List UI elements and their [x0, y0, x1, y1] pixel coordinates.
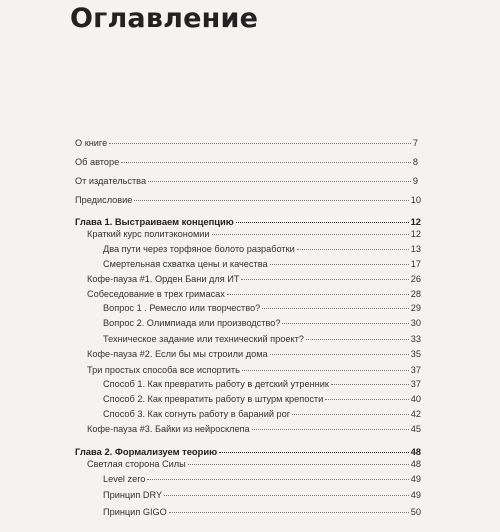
- dot-leader: [282, 323, 408, 324]
- dot-leader: [331, 384, 409, 385]
- dot-leader: [134, 200, 408, 201]
- toc-entry-label: Собеседование в трех гримасах: [87, 289, 225, 299]
- dot-leader: [262, 308, 409, 309]
- toc-page-number: 29: [410, 303, 421, 313]
- toc-page-number: 33: [410, 334, 421, 344]
- toc-page-number: 12: [410, 216, 421, 227]
- toc-entry: [87, 365, 421, 376]
- toc-entry: [87, 424, 421, 435]
- toc-page-number: 48: [410, 459, 421, 469]
- toc-entry-label: Кофе-пауза #2. Если бы мы строили дома: [87, 349, 268, 359]
- toc-entry-label: Краткий курс политэкономии: [87, 229, 210, 239]
- toc-entry: [103, 244, 421, 255]
- toc-page-number: 12: [410, 229, 421, 239]
- dot-leader: [325, 399, 409, 400]
- toc-page-number: 45: [410, 424, 421, 434]
- toc-page-number: 48: [410, 446, 421, 457]
- toc-entry: [103, 318, 421, 329]
- toc-entry: [75, 157, 418, 168]
- dot-leader: [188, 464, 409, 465]
- toc-entry: [103, 409, 421, 420]
- dot-leader: [147, 479, 408, 480]
- toc-entry-label: От издательства: [75, 176, 147, 186]
- dot-leader: [306, 339, 409, 340]
- toc-entry-label: Три простых способа все испортить: [87, 365, 240, 375]
- dot-leader: [270, 264, 409, 265]
- toc-entry: [103, 507, 421, 518]
- toc-entry: [103, 474, 421, 485]
- toc-entry-label: О книге: [75, 138, 108, 148]
- dot-leader: [212, 234, 409, 235]
- toc-entry: [87, 459, 421, 470]
- toc-entry: [103, 259, 421, 270]
- toc-entry-label: Вопрос 1 . Ремесло или творчество?: [103, 303, 261, 313]
- toc-entry-label: Принцип GIGO: [103, 507, 167, 517]
- toc-entry-label: Вопрос 2. Олимпиада или производство?: [103, 318, 281, 328]
- toc-entry: [103, 490, 421, 501]
- toc-page-number: 50: [410, 507, 421, 517]
- toc-entry-label: Способ 3. Как согнуть работу в бараний рог: [103, 409, 291, 419]
- toc-entry: [75, 195, 421, 206]
- dot-leader: [169, 512, 409, 513]
- dot-leader: [164, 495, 409, 496]
- toc-entry-label: Светлая сторона Силы: [87, 459, 186, 469]
- toc-entry-label: Способ 2. Как превратить работу в штурм крепости: [103, 394, 324, 404]
- toc-entry: [87, 349, 421, 360]
- toc-page-number: 37: [410, 365, 421, 375]
- dot-leader: [241, 279, 408, 280]
- toc-entry-label: Об авторе: [75, 157, 120, 167]
- toc-page-number: 17: [410, 259, 421, 269]
- dot-leader: [252, 429, 409, 430]
- toc-page-number: 35: [410, 349, 421, 359]
- toc-entry-label: Два пути через торфяное болото разработки: [103, 244, 295, 254]
- toc-entry-label: Способ 1. Как превратить работу в детский утренник: [103, 379, 329, 389]
- dot-leader: [121, 162, 411, 163]
- toc-page-number: 49: [410, 490, 421, 500]
- dot-leader: [297, 249, 409, 250]
- dot-leader: [292, 414, 409, 415]
- toc-page-number: 10: [410, 195, 421, 205]
- toc-chapter: [75, 446, 421, 457]
- toc-chapter-label: Глава 2. Формализуем теорию: [75, 446, 218, 457]
- toc-entry: [75, 176, 418, 187]
- toc-chapter-label: Глава 1. Выстраиваем концепцию: [75, 216, 234, 227]
- toc-page-number: 30: [410, 318, 421, 328]
- toc-chapter: [75, 216, 421, 227]
- toc-page-number: 8: [412, 157, 418, 167]
- toc-page-number: 26: [410, 274, 421, 284]
- toc-entry-label: Техническое задание или технический проект?: [103, 334, 304, 344]
- dot-leader: [227, 294, 409, 295]
- toc-entry: [87, 229, 421, 240]
- toc-page-number: 28: [410, 289, 421, 299]
- toc-entry: [103, 394, 421, 405]
- toc-page-number: 7: [412, 138, 418, 148]
- toc-entry-label: Предисловие: [75, 195, 133, 205]
- toc-page-number: 37: [410, 379, 421, 389]
- toc-entry-label: Принцип DRY: [103, 490, 163, 500]
- toc-entry: [103, 334, 421, 345]
- toc-entry: [75, 138, 418, 149]
- toc-page-number: 40: [410, 394, 421, 404]
- toc-entry: [103, 379, 421, 390]
- dot-leader: [236, 222, 409, 223]
- toc-entry-label: Level zero: [103, 474, 146, 484]
- toc-page-number: 13: [410, 244, 421, 254]
- toc-entry-label: Кофе-пауза #3. Байки из нейросклепа: [87, 424, 250, 434]
- dot-leader: [109, 143, 411, 144]
- toc-page-number: 49: [410, 474, 421, 484]
- toc-page-number: 9: [412, 176, 418, 186]
- toc-page-number: 42: [410, 409, 421, 419]
- toc-entry-label: Смертельная схватка цены и качества: [103, 259, 268, 269]
- dot-leader: [148, 181, 411, 182]
- toc-entry: [87, 274, 421, 285]
- toc-entry-label: Кофе-пауза #1. Орден Бани для ИТ: [87, 274, 240, 284]
- toc-entry: [103, 303, 421, 314]
- page-title: Оглавление: [70, 3, 259, 34]
- dot-leader: [219, 452, 408, 453]
- dot-leader: [242, 370, 409, 371]
- dot-leader: [270, 354, 409, 355]
- toc-entry: [87, 289, 421, 300]
